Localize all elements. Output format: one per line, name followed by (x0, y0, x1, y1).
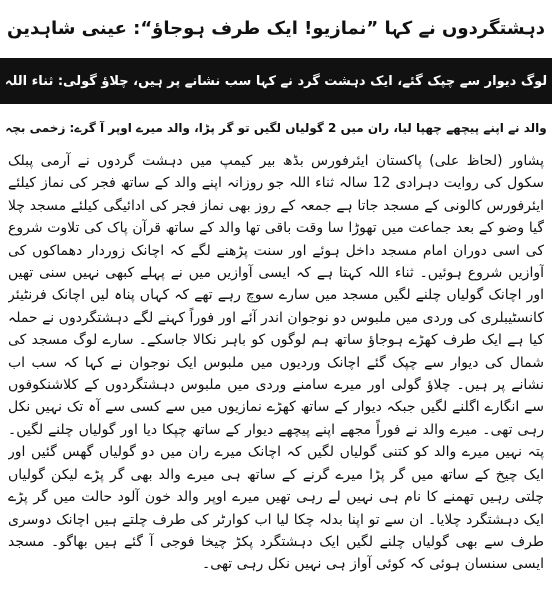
headline: دہشتگردوں نے کہا ”نمازیو! ایک طرف ہوجاؤ“: عینی شاہدین (7, 17, 545, 39)
article-paragraph: پشاور (لحاظ علی) پاکستان ایئرفورس بڈھ بیر کیمپ میں دہشت گردوں نے آرمی پبلک سکول کی روایت دہرادی 12 سالہ ثناء اللہ جو روزانہ اپنے والد کے ساتھ فجر کی نماز کیلئے ایئرفورس کالونی کے مسجد جاتا ہے جمعہ کے روز بھی نماز فجر کی ادائیگی کیلئے مسجد چلا گیا وضو کے بعد جماعت میں تھوڑا سا وقت باقی تھا والد کے ساتھ قرآن پاک کی تلاوت شروع کی اسی دوران امام مسجد داخل ہوئے اور سنت پڑھنے لگے کہ اچانک زوردار دھماکوں کی آوازیں شروع ہوئیں۔ ثناء اللہ کہتا ہے کہ ایسی آوازیں میں نے پہلے کبھی نہیں سنی تھیں اور اچانک گولیاں چلنے لگیں مسجد میں سارے سوچ رہے تھے کہ کہاں پناہ لیں اچانک فرنٹیئر کانسٹیبلری کی وردی میں ملبوس دو نوجوان اندر آئے اور فوراً کہنے لگے دہشتگردوں نے حملہ کیا ہے ایک طرف کھڑے ہوجاؤ ساتھ ہم لوگوں کو باہر نکالا جاسکے۔ سارے لوگ مسجد کی شمال کی دیوار سے چپک گئے اچانک وردیوں میں ملبوس ایک نوجوان نے کہا کہ سب اب نشانے پر ہیں۔ چلاؤ گولی اور میرے سامنے وردی میں ملبوس دہشتگردوں کے کلاشنکوفوں سے انگارے اگلنے لگیں جبکہ دیوار کے ساتھ کھڑے نمازیوں میں سے کسی سے آہ تک نہیں نکل رہی تھی۔ میرے والد نے فوراً مجھے اپنے پیچھے دیوار کے ساتھ چپکا دیا اور گولیاں چلنے لگیں۔ پتہ نہیں میرے والد کو کتنی گولیاں لگیں کہ اچانک میرے ران میں دو گولیاں گھس گئیں اور ایک چیخ کے ساتھ میں گر پڑا میرے گرنے کے ساتھ ہی میرے والد بھی گر پڑے لیکن گولیاں چلتی رہیں تھمنے کا نام ہی نہیں لے رہی تھیں میرے اوپر والد خون آلود حالت میں گر پڑے ایک دہشتگرد چلایا۔ ان سے تو اپنا بدلہ چکا لیا اب کوارٹر کی طرف چلتے ہیں اچانک دوسری طرف سے بھی گولیاں چلنے لگیں ایک دہشتگرد پکڑ چیخا فوجی آ گئے ہیں بھاگو۔ مسجد ایسی سنسان ہوئی کہ کوئی آواز ہی نہیں نکل رہی تھی۔ (8, 153, 544, 573)
article-body (8, 150, 544, 594)
highlight-band: لوگ دیوار سے چپک گئے، ایک دہشت گرد نے کہا سب نشانے پر ہیں، چلاؤ گولی: ثناء اللہ (0, 58, 552, 104)
subheadline: والد نے اپنے پیچھے چھپا لیا، ران میں 2 گولیاں لگیں تو گر پڑا، والد میرے اوپر آ گرے: زخمی بچہ (5, 121, 547, 135)
